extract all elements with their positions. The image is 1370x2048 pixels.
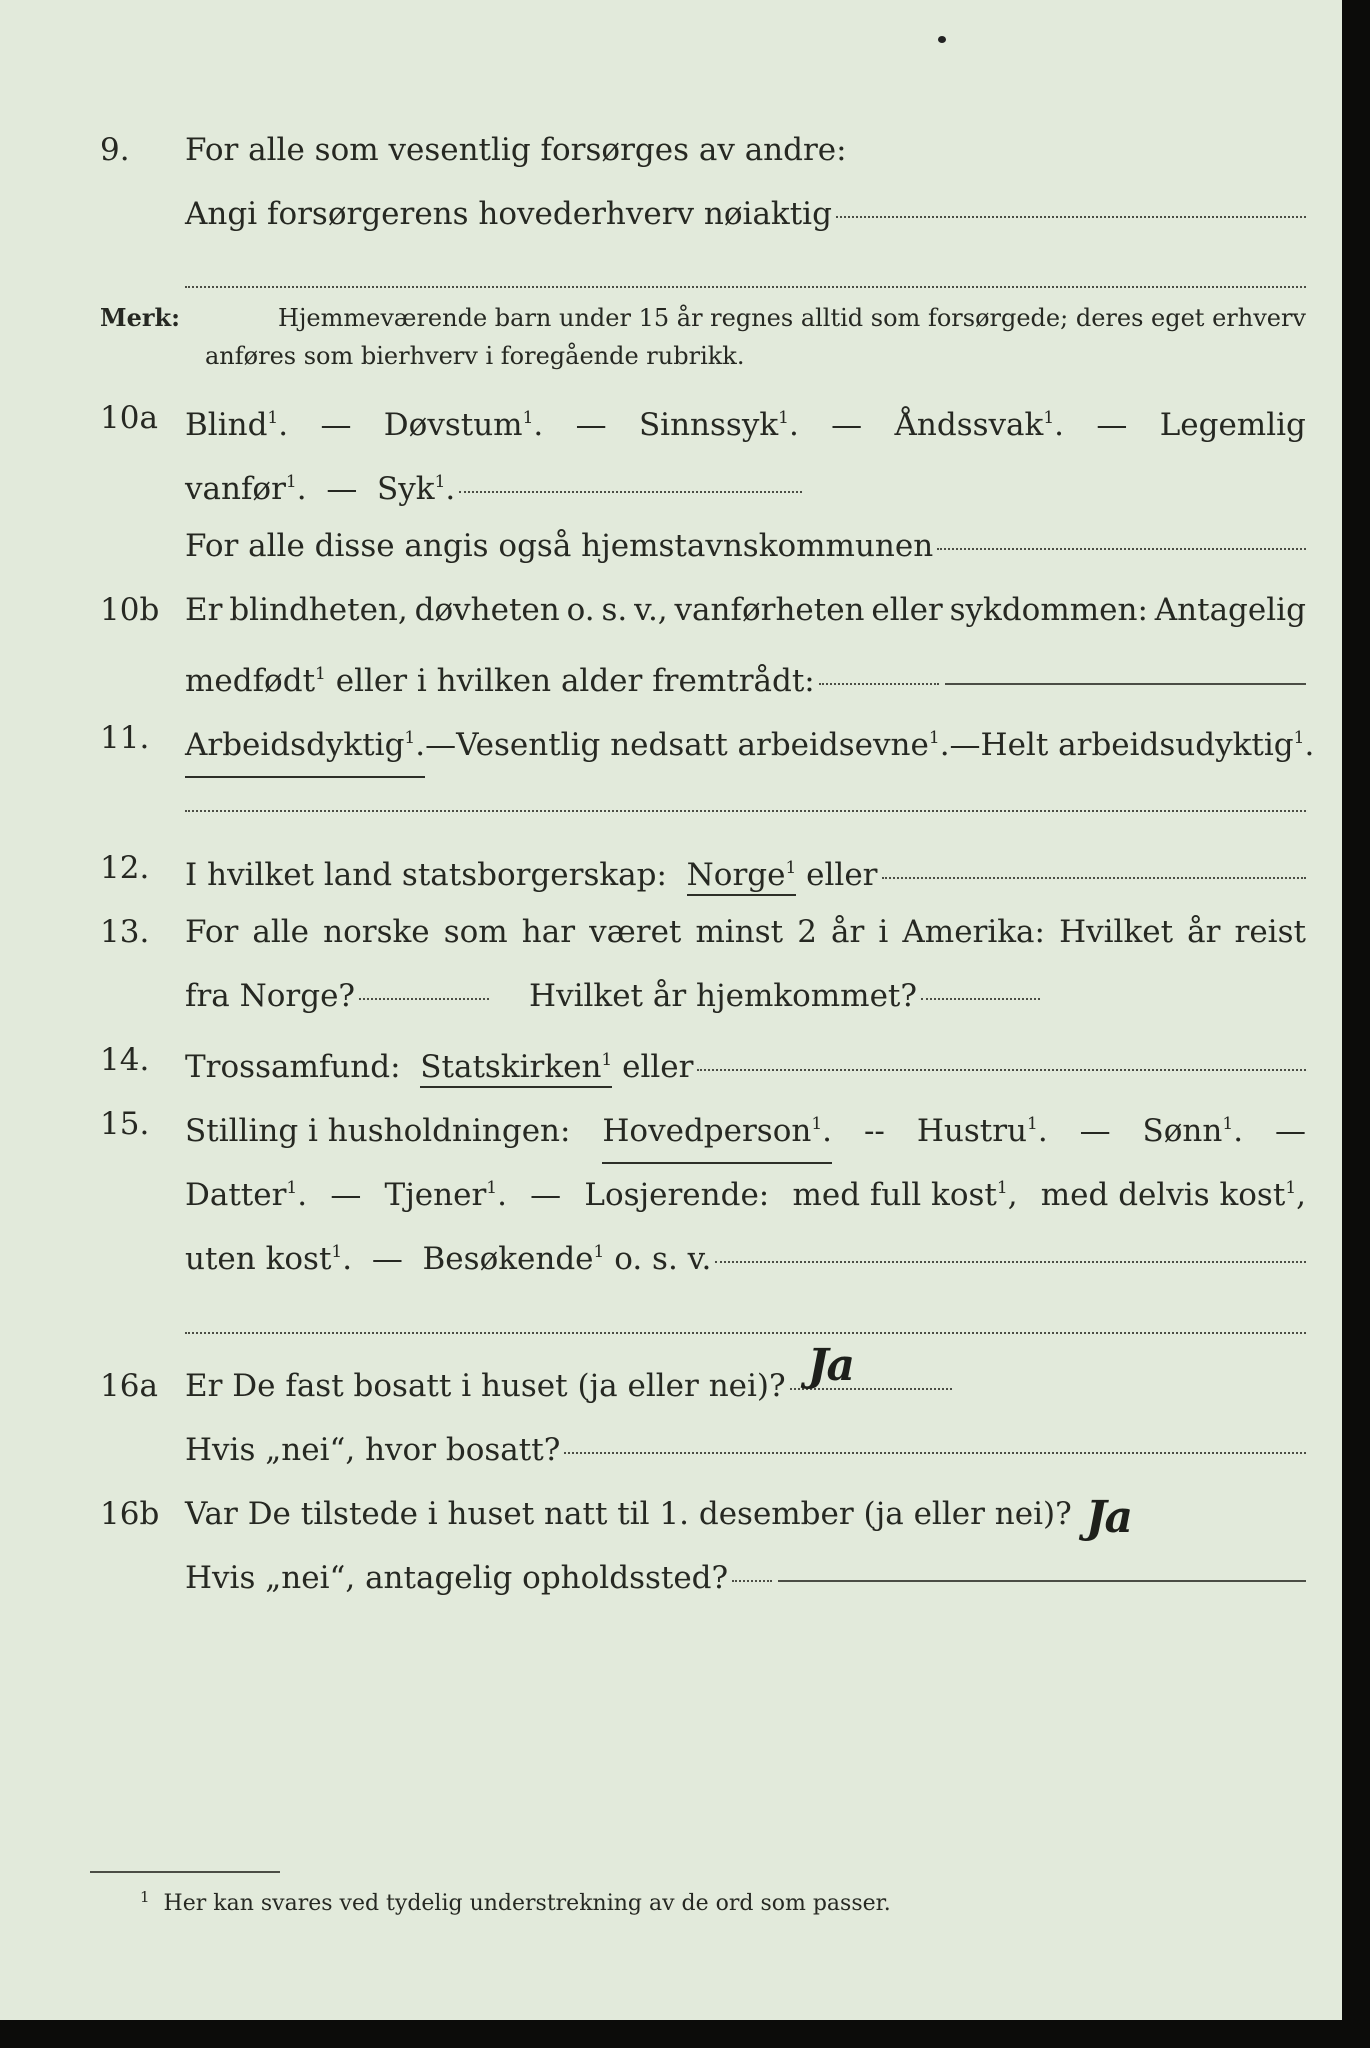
option-hustru[interactable]: Hustru$^1$. <box>916 1113 1048 1149</box>
answer-field-dotted[interactable] <box>836 216 1306 218</box>
separator-dash: — <box>831 407 863 443</box>
question-number: 15. <box>100 1106 150 1142</box>
note-label: Merk: <box>100 303 180 332</box>
separator-dash: — <box>330 1177 362 1213</box>
question-15-line-3 <box>0 1222 1342 1282</box>
option-losjerende: Losjerende: <box>584 1177 770 1213</box>
question-12 <box>0 838 1342 898</box>
option-vanfor[interactable]: vanfør$^1$. — Syk$^1$. <box>185 471 456 507</box>
question-16b-line-1 <box>0 1484 1342 1544</box>
question-number: 12. <box>100 850 150 886</box>
answer-field-dotted[interactable] <box>790 1340 952 1391</box>
option-sonn[interactable]: Sønn$^1$. <box>1142 1113 1244 1149</box>
footnote-rule <box>90 1871 280 1873</box>
question-15-line-2 <box>0 1158 1342 1218</box>
option-datter[interactable]: Datter$^1$. <box>185 1177 308 1213</box>
option-andssvak[interactable]: Åndssvak$^1$. <box>894 407 1064 443</box>
option-blind[interactable]: Blind$^1$. <box>185 407 289 443</box>
separator-dash: — <box>1079 1113 1111 1149</box>
question-text: Er De fast bosatt i huset (ja eller nei)? <box>185 1368 786 1404</box>
separator-dash: -- <box>863 1113 885 1149</box>
question-9-line-2 <box>0 184 1342 244</box>
separator-dash: — <box>575 407 607 443</box>
answer-field-dotted[interactable] <box>715 1261 1306 1263</box>
question-text: I hvilket land statsborgerskap: Norge$^1$ eller <box>185 838 878 905</box>
answer-field-dotted[interactable] <box>185 1332 1306 1334</box>
footnote <box>140 1888 891 1916</box>
option-hovedperson-selected[interactable]: Hovedperson$^1$. <box>602 1094 832 1164</box>
question-number: 10a <box>100 400 158 436</box>
question-text: Var De tilstede i huset natt til 1. desember (ja eller nei)? <box>185 1496 1072 1532</box>
question-number: 9. <box>100 132 130 168</box>
answer-field-dotted[interactable] <box>697 1069 1306 1071</box>
answer-field-dotted[interactable] <box>564 1452 1306 1454</box>
answer-field-dotted[interactable] <box>732 1580 772 1582</box>
question-number: 16a <box>100 1368 158 1404</box>
answer-field-line[interactable] <box>945 683 1306 685</box>
question-16b-line-2 <box>0 1548 1342 1608</box>
separator-dash: — <box>425 727 457 763</box>
question-text: Hvilket år hjemkommet? <box>529 978 918 1014</box>
question-text: For alle som vesentlig forsørges av andre: <box>185 132 847 168</box>
option-udyktig[interactable]: Helt arbeidsudyktig$^1$. <box>980 727 1315 763</box>
ink-speck <box>938 36 946 43</box>
question-number: 16b <box>100 1496 160 1532</box>
question-number: 13. <box>100 914 150 950</box>
handwritten-answer: Ja <box>1085 1492 1132 1543</box>
note-line-1 <box>100 300 1306 336</box>
handwritten-answer: Ja <box>807 1340 853 1391</box>
question-text: Stilling i husholdningen: <box>185 1113 571 1149</box>
question-text: Angi forsørgerens hovederhverv nøiaktig <box>185 196 832 232</box>
answer-field-dotted[interactable] <box>921 998 1040 1000</box>
option-dovstum[interactable]: Døvstum$^1$. <box>383 407 544 443</box>
question-10b-line-2 <box>0 644 1342 704</box>
question-text: Er blindheten, døvheten o. s. v., vanførheten eller sykdommen: Antagelig <box>185 592 1306 628</box>
option-besokende[interactable]: Besøkende$^1$ <box>422 1241 605 1277</box>
option-statskirken-selected[interactable]: Statskirken$^1$ <box>420 1049 612 1088</box>
question-text: For alle disse angis også hjemstavnskommunen <box>185 528 934 564</box>
question-text: Hvis „nei“, hvor bosatt? <box>185 1432 561 1468</box>
question-16a-line-2 <box>0 1420 1342 1480</box>
option-full-kost[interactable]: med full kost$^1$, <box>792 1177 1018 1213</box>
option-legemlig[interactable]: Legemlig <box>1159 407 1306 443</box>
option-sinnssyk[interactable]: Sinnssyk$^1$. <box>638 407 799 443</box>
separator-dash: — <box>320 407 352 443</box>
question-10b-line-1 <box>0 580 1342 640</box>
question-13-line-1 <box>0 902 1342 962</box>
answer-field-dotted[interactable] <box>882 877 1307 879</box>
answer-field-dotted[interactable] <box>459 491 802 493</box>
question-text: For alle norske som har været minst 2 år i Amerika: Hvilket år reist <box>185 914 1306 950</box>
separator-dash: — <box>1274 1113 1306 1149</box>
question-13-line-2 <box>0 966 1342 1026</box>
question-number: 10b <box>100 592 160 628</box>
separator-dash: — <box>1096 407 1128 443</box>
separator-dash: — <box>949 727 981 763</box>
option-nedsatt[interactable]: Vesentlig nedsatt arbeidsevne$^1$. <box>456 727 950 763</box>
question-10a-line-3 <box>0 516 1342 576</box>
question-16a-line-1 <box>0 1340 1342 1416</box>
option-uten-kost[interactable]: uten kost$^1$. <box>185 1241 353 1277</box>
option-norge-selected[interactable]: Norge$^1$ <box>687 857 797 896</box>
question-9-line-1 <box>0 120 1342 180</box>
question-text: Trossamfund: Statskirken$^1$ eller <box>185 1030 693 1097</box>
answer-field-dotted[interactable] <box>185 810 1306 812</box>
answer-field-line[interactable] <box>778 1580 1306 1582</box>
question-10a-line-2 <box>0 452 1342 512</box>
question-text: uten kost$^1$. — Besøkende$^1$ o. s. v. <box>185 1241 712 1277</box>
answer-field-dotted[interactable] <box>359 998 489 1000</box>
question-11 <box>0 708 1342 768</box>
note-line-2 <box>205 338 744 374</box>
option-tjener[interactable]: Tjener$^1$. <box>384 1177 507 1213</box>
answer-field-dotted[interactable] <box>185 286 1306 288</box>
separator-dash: — <box>530 1177 562 1213</box>
option-delvis-kost[interactable]: med delvis kost$^1$, <box>1040 1177 1306 1213</box>
question-text: fra Norge? <box>185 978 356 1014</box>
footnote-text: Her kan svares ved tydelig understrekning av de ord som passer. <box>163 1891 891 1916</box>
note-text: anføres som bierhverv i foregående rubrikk. <box>205 342 745 370</box>
question-number: 14. <box>100 1042 150 1078</box>
answer-field-dotted[interactable] <box>819 683 939 685</box>
question-14 <box>0 1030 1342 1090</box>
question-text: Hvis „nei“, antagelig opholdssted? <box>185 1560 729 1596</box>
question-15-line-1 <box>0 1094 1342 1154</box>
option-arbeidsdyktig-selected[interactable]: Arbeidsdyktig$^1$. <box>185 708 425 778</box>
answer-field-dotted[interactable] <box>937 548 1306 550</box>
note-text: Hjemmeværende barn under 15 år regnes alltid som forsørgede; deres eget erhverv <box>278 304 1306 332</box>
question-number: 11. <box>100 720 150 756</box>
question-10a-line-1 <box>0 388 1342 448</box>
question-text: medfødt$^1$ eller i hvilken alder fremtrådt: <box>185 663 815 699</box>
footnote-mark: 1 <box>140 1888 150 1906</box>
